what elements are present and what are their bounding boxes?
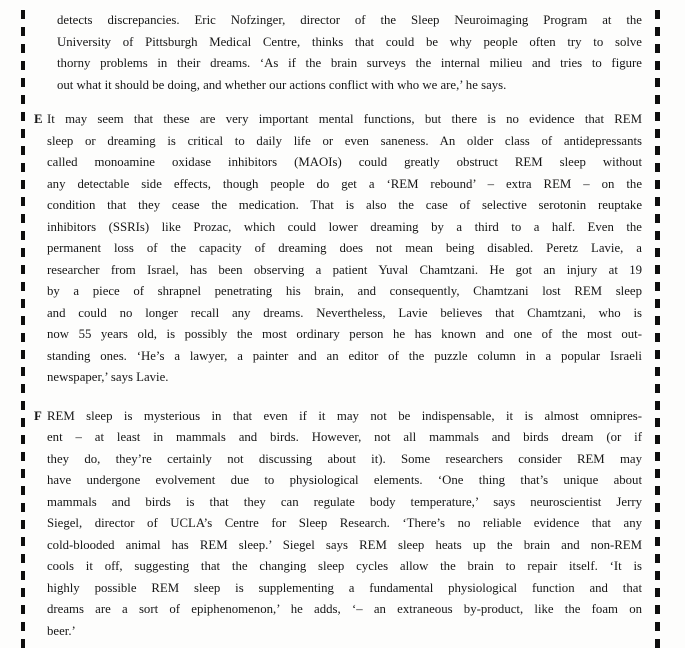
text-line: beer.’	[47, 623, 76, 638]
left-dashed-border	[21, 10, 25, 648]
paragraph-e	[34, 109, 642, 389]
text-line: ent – at least in mammals and birds. However, not all mammals and birds dream (or if	[47, 430, 642, 444]
text-line: called monoamine oxidase inhibitors (MAOIs) could greatly obstruct REM sleep without	[47, 155, 642, 169]
text-line: thorny problems in their dreams. ‘As if the brain surveys the internal milieu and tries to figure	[57, 56, 642, 70]
text-line: out what it should be doing, and whether our actions conflict with who we are,’ he says.	[57, 77, 507, 92]
text-line: inhibitors (SSRIs) like Prozac, which could lower dreaming by a third to a half. Even the	[47, 219, 642, 234]
paragraph-label: E	[34, 112, 43, 126]
text-line: highly possible REM sleep is supplementing a fundamental physiological function and that	[47, 580, 642, 595]
text-line: dreams are a sort of epiphenomenon,’ he adds, ‘– an extraneous by-product, like the foam on	[47, 602, 642, 616]
text-line: It may seem that these are very important mental functions, but there is no evidence that REM	[47, 112, 642, 126]
text-line: researcher from Israel, has been observing a patient Yuval Chamtzani. He got an injury at 19	[47, 262, 642, 277]
text-line: University of Pittsburgh Medical Centre, thinks that could be why people often try to solve	[57, 34, 642, 49]
paragraph-continuation	[47, 10, 642, 96]
right-dashed-border	[655, 10, 660, 648]
text-line: by a piece of shrapnel penetrating his brain, and consequently, Chamtzani lost REM sleep	[47, 284, 642, 298]
text-line: newspaper,’ says Lavie.	[47, 370, 169, 384]
reading-passage	[34, 10, 642, 642]
text-line: REM sleep is mysterious in that even if it may not be indispensable, it is almost omnipres-	[47, 408, 642, 423]
text-line: Siegel, director of UCLA’s Centre for Sleep Research. ‘There’s no reliable evidence that any	[47, 516, 642, 530]
text-line: standing ones. ‘He’s a lawyer, a painter and an editor of the puzzle column in a popular Israeli	[47, 348, 642, 363]
text-line: they do, they’re certainly not discussing about it). Some researchers consider REM may	[47, 451, 642, 466]
text-line: sleep or dreaming is critical to daily life or even saneness. An older class of antidepressants	[47, 133, 642, 148]
paragraph-f	[34, 406, 642, 643]
text-line: detects discrepancies. Eric Nofzinger, director of the Sleep Neuroimaging Program at the	[57, 13, 642, 27]
text-line: condition that they cease the medication. That is also the case of selective serotonin reuptake	[47, 198, 642, 212]
text-line: mammals and birds is that they can regulate body temperature,’ says neuroscientist Jerry	[47, 494, 642, 509]
text-line: and could no longer recall any dreams. Nevertheless, Lavie believes that Chamtzani, who is	[47, 305, 642, 320]
text-line: now 55 years old, is possibly the most ordinary person he has known and one of the most out-	[47, 327, 642, 341]
text-line: have undergone evolvement due to physiological elements. ‘One thing that’s unique about	[47, 473, 642, 487]
paragraph-label: F	[34, 408, 42, 423]
text-line: cold-blooded animal has REM sleep.’ Siegel says REM sleep heats up the brain and non-REM	[47, 537, 642, 552]
text-line: any detectable side effects, though people do get a ‘REM rebound’ – extra REM – on the	[47, 176, 642, 191]
text-line: permanent loss of the capacity of dreaming does not mean being disabled. Peretz Lavie, a	[47, 241, 642, 255]
text-line: cools it off, suggesting that the changing sleep cycles allow the brain to repair itself. ‘It is	[47, 559, 642, 573]
